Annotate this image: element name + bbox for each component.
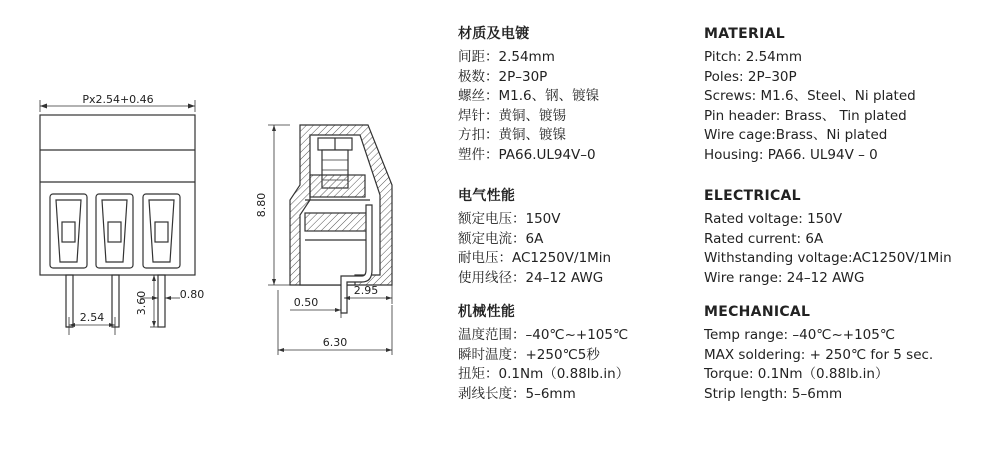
en-material-line: Screws: M1.6、Steel、Ni plated: [704, 88, 916, 104]
en-mechanical-line: Torque: 0.1Nm（0.88lb.in）: [704, 366, 889, 382]
pin-3: [158, 275, 165, 327]
en-material-line: Wire cage:Brass、Ni plated: [704, 127, 888, 143]
cn-material-line: 方扣：黄铜、镀镍: [458, 127, 566, 143]
en-material-line: Pin header: Brass、 Tin plated: [704, 107, 907, 124]
cn-electrical-line: 耐电压：AC1250V/1Min: [458, 250, 612, 266]
cn-mechanical-line: 温度范围：–40℃~+105℃: [458, 327, 629, 343]
cn-material-line: 间距：2.54mm: [458, 49, 555, 65]
en-electrical-line: Withstanding voltage:AC1250V/1Min: [704, 250, 952, 266]
cn-material-line: 极数：2P–30P: [458, 68, 548, 85]
en-mechanical-title: MECHANICAL: [704, 304, 811, 320]
en-material-line: Pitch: 2.54mm: [704, 49, 803, 65]
en-electrical-line: Wire range: 24–12 AWG: [704, 269, 865, 286]
cn-electrical-line: 额定电流：6A: [458, 230, 544, 247]
en-mechanical-section: [704, 302, 994, 404]
pin-to-edge-label: 2.95: [353, 284, 379, 297]
en-mechanical-line: Strip length: 5–6mm: [704, 385, 843, 402]
front-housing: [40, 115, 195, 275]
side-view: [268, 125, 392, 355]
cn-mechanical-line: 扭矩：0.1Nm（0.88lb.in）: [458, 366, 630, 382]
pitch-dimension-label: Px2.54+0.46: [82, 93, 154, 106]
en-material-section: [704, 24, 994, 165]
en-electrical-section: [704, 186, 994, 288]
height-label: 8.80: [255, 192, 268, 218]
en-material-line: Poles: 2P–30P: [704, 68, 797, 85]
en-mechanical-line: MAX soldering: + 250℃ for 5 sec.: [704, 346, 934, 363]
cn-mechanical-line: 瞬时温度：+250℃5秒: [458, 346, 600, 363]
pin-width-label: 0.80: [179, 288, 205, 301]
cn-mechanical-title: 机械性能: [458, 304, 516, 320]
cn-material-section: [458, 24, 688, 165]
cn-mechanical-section: [458, 302, 688, 404]
pin-2: [112, 275, 119, 327]
cn-material-title: 材质及电镀: [458, 26, 530, 42]
cn-material-line: 焊针：黄铜、镀锡: [458, 107, 566, 124]
cn-material-line: 塑件：PA66.UL94V–0: [458, 146, 596, 163]
pin-offset-label: 0.50: [293, 296, 319, 309]
en-electrical-line: Rated current: 6A: [704, 230, 824, 247]
pin-spacing-label: 2.54: [79, 311, 105, 324]
pin-height-label: 3.60: [135, 290, 148, 316]
cn-material-line: 螺丝：M1.6、钢、镀镍: [458, 88, 600, 104]
dimension-drawing-svg: [0, 0, 440, 475]
cn-electrical-line: 使用线径：24–12 AWG: [458, 269, 604, 286]
pin-1: [66, 275, 73, 327]
en-mechanical-line: Temp range: –40℃~+105℃: [704, 327, 896, 343]
depth-label: 6.30: [322, 336, 348, 349]
en-electrical-line: Rated voltage: 150V: [704, 211, 843, 227]
en-electrical-title: ELECTRICAL: [704, 188, 801, 204]
technical-drawing: [0, 0, 440, 475]
wire-opening-3: [143, 194, 180, 268]
en-material-line: Housing: PA66. UL94V – 0: [704, 146, 878, 163]
cn-electrical-section: [458, 186, 688, 288]
cn-electrical-title: 电气性能: [458, 188, 516, 204]
wire-opening-1: [50, 194, 87, 268]
cn-electrical-line: 额定电压：150V: [458, 211, 561, 227]
wire-opening-2: [96, 194, 133, 268]
front-view: [40, 100, 195, 335]
cn-mechanical-line: 剥线长度：5–6mm: [458, 385, 576, 402]
en-material-title: MATERIAL: [704, 26, 785, 42]
